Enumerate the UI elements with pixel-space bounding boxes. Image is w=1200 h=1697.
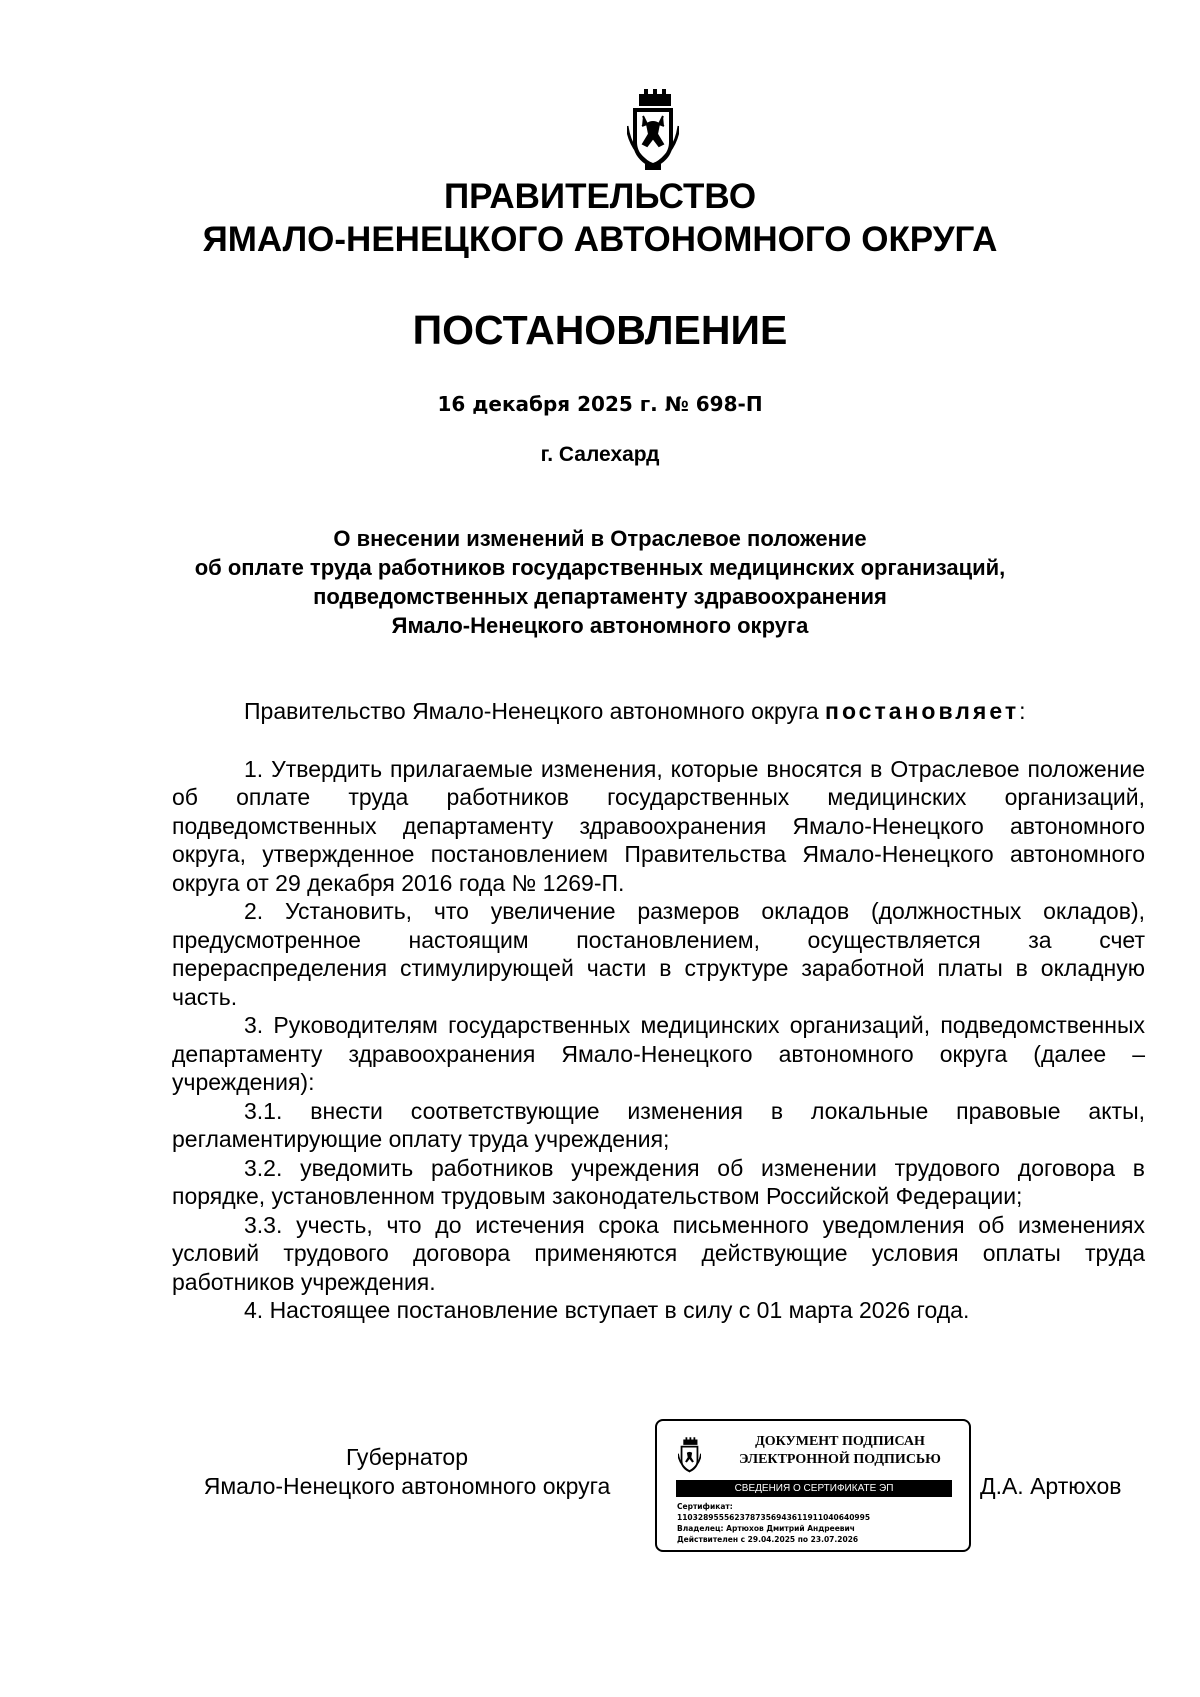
coat-of-arms-icon <box>678 1435 701 1475</box>
stamp-owner: Владелец: Артюхов Дмитрий Андреевич <box>677 1524 855 1533</box>
signatory-title-line2: Ямало-Ненецкого автономного округа <box>203 1473 611 1499</box>
clause-3-3: 3.3. учесть, что до истечения срока письменного уведомления об изменениях условий трудового договора применяются действующие условия оплаты труда работников учреждения. <box>172 1211 1145 1295</box>
city: г. Салехард <box>540 443 660 466</box>
clause-3-2: 3.2. уведомить работников учреждения об изменении трудового договора в порядке, установленном трудовым законодательством Российской Федерации; <box>172 1154 1145 1209</box>
clause-1: 1. Утвердить прилагаемые изменения, которые вносятся в Отраслевое положение об оплате труда работников государственных медицинских организаций, подведомственных департаменту здравоохранения Ямало-Ненецкого автономного округа, утвержденное постановлением Правительства Ямало-Ненецкого автономного округа от 29 декабря 2016 года № 1269-П. <box>172 755 1145 896</box>
subject-line: Ямало-Ненецкого автономного округа <box>391 613 809 638</box>
document-type: ПОСТАНОВЛЕНИЕ <box>412 307 788 353</box>
coat-of-arms-icon <box>627 86 679 172</box>
stamp-heading-line2: ЭЛЕКТРОННОЙ ПОДПИСЬЮ <box>739 1452 941 1467</box>
document-subject <box>150 524 1050 640</box>
electronic-signature-stamp <box>655 1419 971 1552</box>
preamble <box>172 697 1145 726</box>
stamp-validity: Действителен с 29.04.2025 по 23.07.2026 <box>677 1535 859 1544</box>
subject-line: об оплате труда работников государственных медицинских организаций, <box>194 555 1006 580</box>
organization-title-line2: ЯМАЛО-НЕНЕЦКОГО АВТОНОМНОГО ОКРУГА <box>202 220 998 259</box>
clause-4: 4. Настоящее постановление вступает в силу с 01 марта 2026 года. <box>244 1297 970 1323</box>
clause-3-1: 3.1. внести соответствующие изменения в локальные правовые акты, регламентирующие оплату труда учреждения; <box>172 1097 1145 1152</box>
preamble-verb: постановляет <box>825 698 1020 724</box>
signatory-title-line1: Губернатор <box>345 1444 469 1470</box>
clause-2: 2. Установить, что увеличение размеров окладов (должностных окладов), предусмотренное настоящим постановлением, осуществляется за счет перераспределения стимулирующей части в структуре заработной платы в окладную часть. <box>172 898 1145 1010</box>
stamp-certificate-bar: СВЕДЕНИЯ О СЕРТИФИКАТЕ ЭП <box>676 1480 952 1497</box>
subject-line: О внесении изменений в Отраслевое положение <box>333 526 867 551</box>
clause-3: 3. Руководителям государственных медицинских организаций, подведомственных департаменту здравоохранения Ямало-Ненецкого автономного округа (далее – учреждения): <box>172 1012 1145 1095</box>
document-body <box>172 697 1145 1325</box>
stamp-heading-line1: ДОКУМЕНТ ПОДПИСАН <box>755 1434 925 1449</box>
stamp-heading <box>717 1433 963 1469</box>
stamp-cert-number: 1103289555623787356943611911040640995 <box>677 1513 871 1522</box>
subject-line: подведомственных департаменту здравоохранения <box>313 584 887 609</box>
signatory-title <box>172 1443 642 1501</box>
signatory-name: Д.А. Артюхов <box>980 1473 1122 1499</box>
stamp-cert-label: Сертификат: <box>677 1502 733 1511</box>
preamble-end: : <box>1019 698 1026 724</box>
preamble-text: Правительство Ямало-Ненецкого автономного округа <box>244 698 826 724</box>
organization-title-line1: ПРАВИТЕЛЬСТВО <box>443 177 757 216</box>
date-and-number: 16 декабря 2025 г. № 698-П <box>437 392 763 416</box>
